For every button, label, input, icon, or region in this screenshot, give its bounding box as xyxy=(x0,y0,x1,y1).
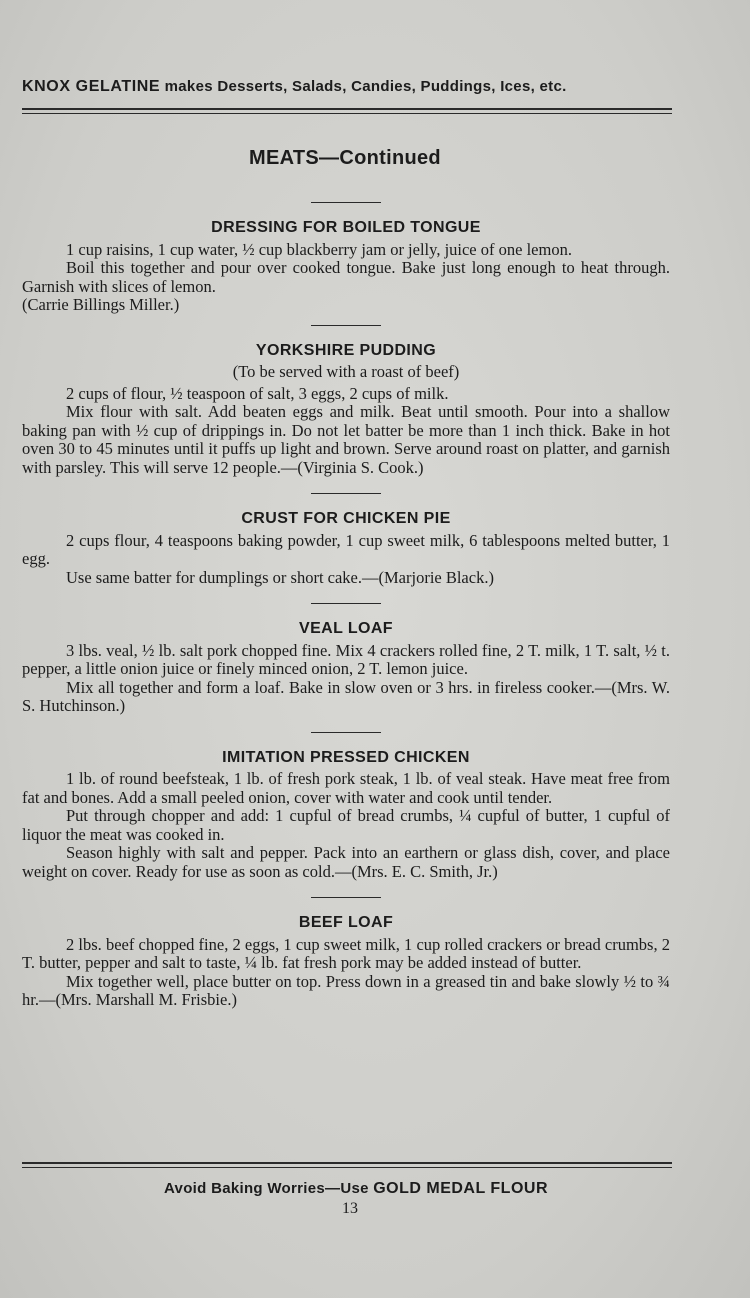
footer-divider xyxy=(22,1162,672,1168)
recipe-title: BEEF LOAF xyxy=(298,914,394,931)
recipe-list xyxy=(22,190,670,1010)
footer-brand: GOLD MEDAL FLOUR xyxy=(373,1180,549,1197)
recipe-title: VEAL LOAF xyxy=(299,620,393,637)
recipe-title: YORKSHIRE PUDDING xyxy=(255,341,437,359)
recipe-divider xyxy=(311,493,381,494)
recipe-subtitle: (To be served with a roast of beef) xyxy=(232,362,460,381)
recipe-paragraph: Mix all together and form a loaf. Bake in slow oven or 3 hrs. in fireless cooker.—(Mrs. W. S. Hutchinson.) xyxy=(22,677,670,715)
recipe-paragraph: 1 lb. of round beefsteak, 1 lb. of fresh pork steak, 1 lb. of veal steak. Have meat free from fat and bones. Add a small peeled onion, cover with water and cook until tender. xyxy=(22,769,670,807)
header-advert xyxy=(22,78,670,96)
recipe-title: CRUST FOR CHICKEN PIE xyxy=(241,510,451,527)
recipe-paragraph: Put through chopper and add: 1 cupful of bread crumbs, ¼ cupful of butter, 1 cupful of liquor the meat was cooked in. xyxy=(22,806,670,844)
recipe xyxy=(22,219,670,315)
header-divider xyxy=(22,108,672,114)
recipe-paragraph: 2 cups flour, 4 teaspoons baking powder, 1 cup sweet milk, 6 tablespoons melted butter, 1 egg. xyxy=(22,530,670,568)
recipe-divider xyxy=(311,732,381,733)
recipe-paragraph: Use same batter for dumplings or short cake.—(Marjorie Black.) xyxy=(66,567,494,587)
recipe-paragraph: Mix flour with salt. Add beaten eggs and milk. Beat until smooth. Pour into a shallow baking pan with ½ cup of drippings in. Do not let batter be more than 1 inch thick. Bake in hot oven 30 to 45 minutes until it puffs up light and brown. Serve around roast on platter, and garnish with parsley. This will serve 12 people.—(Virginia S. Cook.) xyxy=(22,402,670,477)
recipe xyxy=(22,749,670,882)
recipe-paragraph: Mix together well, place butter on top. Press down in a greased tin and bake slowly ½ to ¾ hr.—(Mrs. Marshall M. Frisbie.) xyxy=(22,971,670,1009)
recipe-divider xyxy=(311,603,381,604)
recipe-paragraph: Season highly with salt and pepper. Pack into an earthern or glass dish, cover, and place weight on cover. Ready for use as soon as cold.—(Mrs. E. C. Smith, Jr.) xyxy=(22,843,670,881)
header-brand: KNOX GELATINE xyxy=(22,78,161,95)
header-tagline: makes Desserts, Salads, Candies, Puddings, Ices, etc. xyxy=(164,78,567,95)
recipe-paragraph: 2 cups of flour, ½ teaspoon of salt, 3 eggs, 2 cups of milk. xyxy=(66,383,449,403)
recipe-credit: (Carrie Billings Miller.) xyxy=(22,295,180,314)
recipe xyxy=(22,510,670,587)
recipe-title: IMITATION PRESSED CHICKEN xyxy=(222,748,470,766)
recipe xyxy=(22,914,670,1010)
recipe-paragraph: Boil this together and pour over cooked tongue. Bake just long enough to heat through. Garnish with slices of lemon. xyxy=(22,258,670,296)
footer-advert xyxy=(0,1180,712,1198)
recipe-paragraph: 2 lbs. beef chopped fine, 2 eggs, 1 cup sweet milk, 1 cup rolled crackers or bread crumbs, 2 T. butter, pepper and salt to taste, ¼ lb. fat fresh pork may be added instead of butter. xyxy=(22,934,670,972)
recipe-title: DRESSING FOR BOILED TONGUE xyxy=(211,219,481,236)
recipe xyxy=(22,342,670,478)
recipe-divider xyxy=(311,325,381,326)
recipe-divider xyxy=(311,897,381,898)
recipe-divider xyxy=(311,202,381,203)
footer-tagline: Avoid Baking Worries—Use xyxy=(163,1180,369,1197)
page-number: 13 xyxy=(342,1200,358,1217)
recipe xyxy=(22,620,670,716)
recipe-paragraph: 3 lbs. veal, ½ lb. salt pork chopped fine. Mix 4 crackers rolled fine, 2 T. milk, 1 T. salt, ½ t. pepper, a little onion juice or finely minced onion, 2 T. lemon juice. xyxy=(22,640,670,678)
recipe-paragraph: 1 cup raisins, 1 cup water, ½ cup blackberry jam or jelly, juice of one lemon. xyxy=(66,239,572,259)
section-title: MEATS—Continued xyxy=(249,147,441,169)
